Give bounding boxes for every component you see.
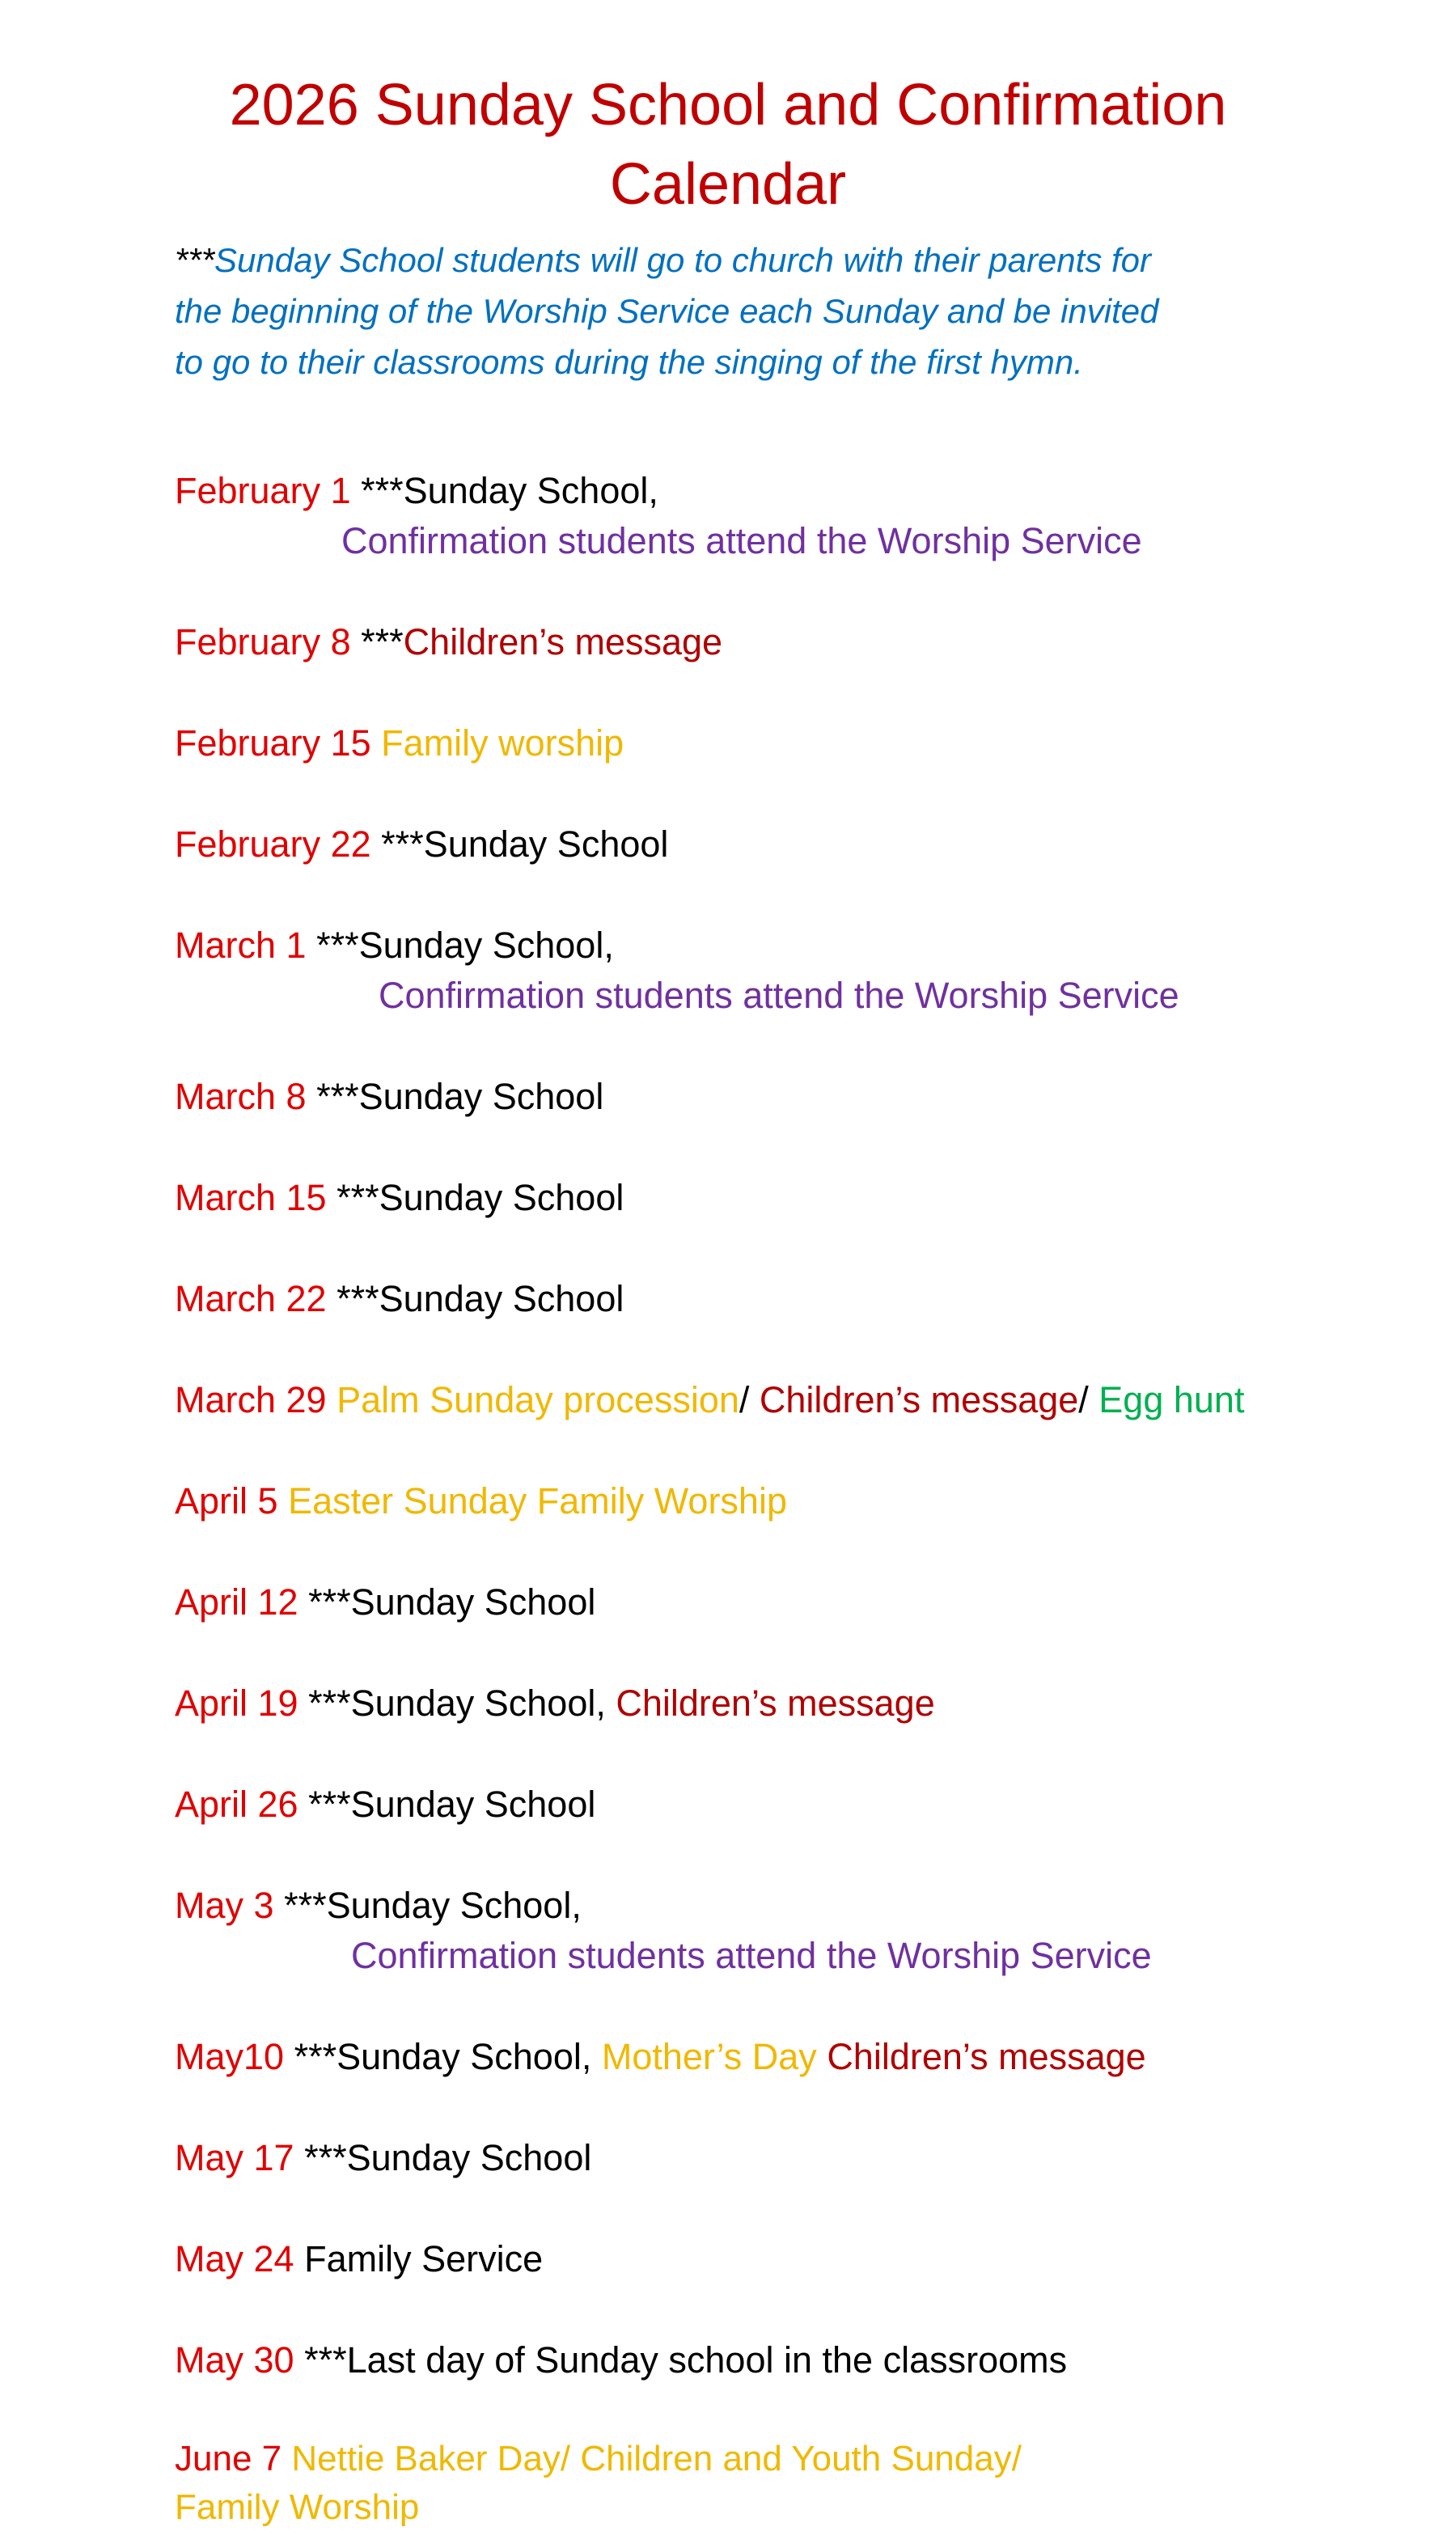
- entry-stars: ***: [361, 621, 404, 662]
- entry-childrens-message: Children’s message: [616, 1682, 935, 1724]
- entry-activity: Nettie Baker Day/ Children and Youth Sunday/: [291, 2439, 1022, 2478]
- entry-date: April 26: [175, 1784, 298, 1825]
- entry-activity: ***Sunday School: [336, 1177, 624, 1218]
- entry-activity: ***Sunday School: [316, 1076, 604, 1117]
- entry-activity: ***Sunday School: [308, 1581, 596, 1623]
- note-text-line-1: Sunday School students will go to church with their parents for: [214, 241, 1151, 279]
- calendar-entry-may-30: [175, 2335, 1067, 2385]
- entry-date: March 1: [175, 925, 307, 966]
- calendar-entry-feb-15: [175, 718, 624, 768]
- entry-mothers-day: Mother’s Day: [601, 2036, 817, 2077]
- entry-date: February 1: [175, 470, 351, 511]
- calendar-entry-feb-22: [175, 819, 668, 870]
- page-title-line-1: 2026 Sunday School and Confirmation: [229, 73, 1227, 138]
- entry-activity: ***Sunday School,: [294, 2036, 602, 2077]
- entry-date: June 7: [175, 2439, 282, 2478]
- entry-childrens-message: Children’s message: [827, 2036, 1146, 2077]
- entry-egg-hunt: Egg hunt: [1098, 1379, 1245, 1420]
- entry-date: May 30: [175, 2339, 294, 2381]
- entry-confirmation-note: Confirmation students attend the Worship Service: [379, 975, 1179, 1016]
- calendar-entry-mar-1: [175, 921, 1179, 1021]
- entry-date: April 19: [175, 1682, 298, 1724]
- entry-childrens-message: Children’s message: [759, 1379, 1079, 1420]
- note-stars: ***: [175, 241, 215, 279]
- entry-date: April 5: [175, 1480, 278, 1522]
- entry-date: February 15: [175, 722, 371, 764]
- entry-date: March 22: [175, 1278, 327, 1319]
- entry-date: March 8: [175, 1076, 307, 1117]
- entry-date: March 29: [175, 1379, 327, 1420]
- calendar-entry-apr-5: [175, 1476, 787, 1526]
- calendar-entry-may-3: [175, 1881, 1152, 1981]
- entry-date: April 12: [175, 1581, 298, 1623]
- note-text-line-2: the beginning of the Worship Service each Sunday and be invited: [175, 292, 1159, 330]
- calendar-entry-apr-19: [175, 1678, 935, 1729]
- entry-date: February 22: [175, 823, 371, 865]
- entry-palm-sunday: Palm Sunday procession: [336, 1379, 739, 1420]
- calendar-entry-mar-22: [175, 1274, 624, 1324]
- entry-confirmation-note: Confirmation students attend the Worship Service: [341, 520, 1142, 561]
- entry-date: February 8: [175, 621, 351, 662]
- calendar-entry-mar-15: [175, 1173, 624, 1223]
- entry-date: May10: [175, 2036, 285, 2077]
- entry-date: March 15: [175, 1177, 327, 1218]
- entry-activity: Family Service: [304, 2238, 544, 2279]
- entry-activity: ***Sunday School: [336, 1278, 624, 1319]
- calendar-entry-apr-26: [175, 1780, 595, 1830]
- calendar-entry-mar-29: [175, 1375, 1244, 1425]
- entry-activity: Easter Sunday Family Worship: [288, 1480, 787, 1522]
- entry-activity: ***Sunday School,: [361, 470, 658, 511]
- calendar-entry-jun-7: [175, 2435, 1022, 2532]
- entry-date: May 24: [175, 2238, 294, 2279]
- calendar-entry-feb-8: [175, 617, 722, 667]
- calendar-entry-may-24: [175, 2234, 543, 2284]
- entry-confirmation-note: Confirmation students attend the Worship Service: [351, 1935, 1152, 1976]
- calendar-entry-feb-1: [175, 466, 1142, 566]
- entry-activity: ***Last day of Sunday school in the classrooms: [304, 2339, 1068, 2381]
- entry-date: May 17: [175, 2137, 294, 2178]
- entry-separator: /: [1078, 1379, 1099, 1420]
- entry-activity: ***Sunday School,: [308, 1682, 616, 1724]
- entry-activity: ***Sunday School,: [316, 925, 614, 966]
- calendar-entry-may-17: [175, 2133, 591, 2183]
- entry-activity: ***Sunday School: [381, 823, 669, 865]
- entry-activity: Family worship: [381, 722, 624, 764]
- entry-activity: ***Sunday School,: [284, 1885, 582, 1926]
- calendar-entry-may-10: [175, 2032, 1146, 2082]
- entry-date: May 3: [175, 1885, 274, 1926]
- page-title-line-2: Calendar: [609, 152, 847, 217]
- calendar-entry-apr-12: [175, 1577, 595, 1627]
- entry-activity-continued: Family Worship: [175, 2487, 420, 2527]
- sunday-school-note: [175, 235, 1340, 387]
- entry-childrens-message: Children’s message: [403, 621, 723, 662]
- entry-activity: ***Sunday School: [308, 1784, 596, 1825]
- entry-separator: /: [739, 1379, 760, 1420]
- entry-activity: ***Sunday School: [304, 2137, 592, 2178]
- note-text-line-3: to go to their classrooms during the singing of the first hymn.: [175, 343, 1083, 381]
- calendar-entry-mar-8: [175, 1072, 603, 1122]
